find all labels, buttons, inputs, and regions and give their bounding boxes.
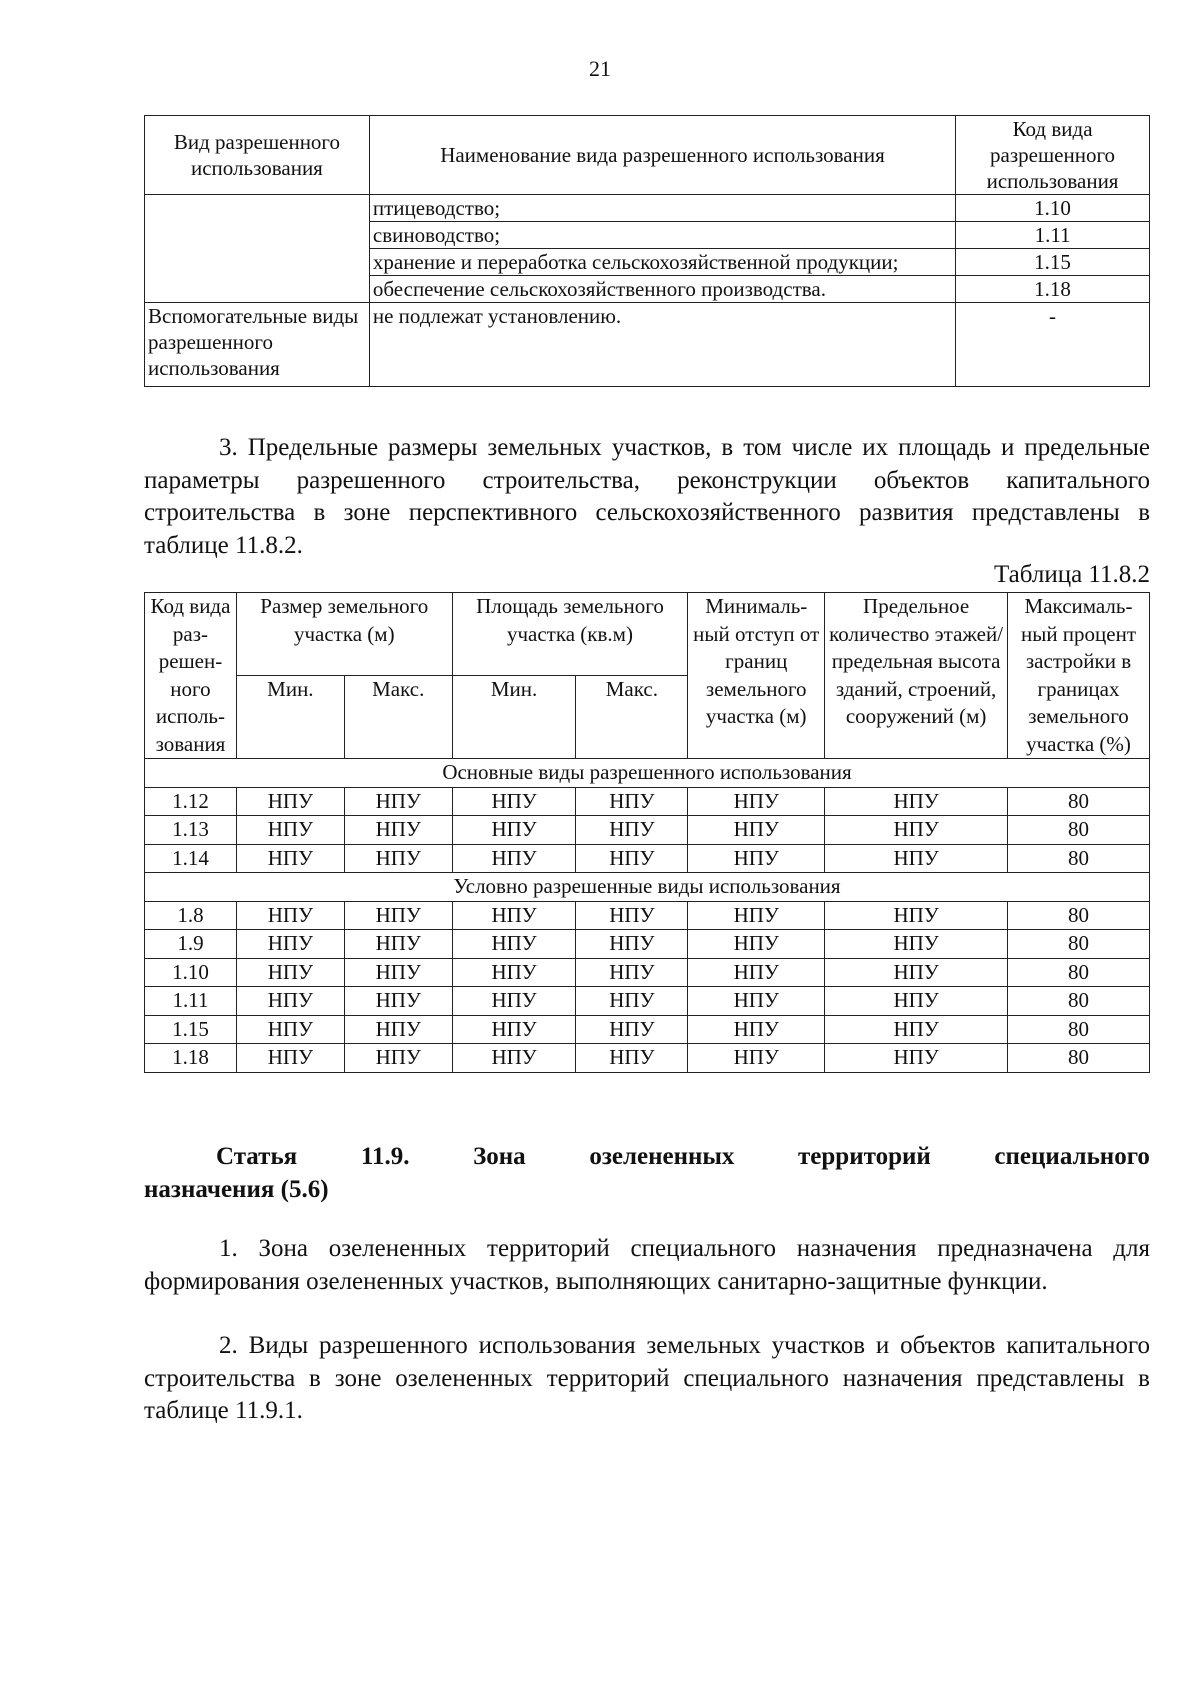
value-cell: НПУ xyxy=(688,1015,825,1044)
value-cell: НПУ xyxy=(236,930,344,959)
header-coverage: Максималь-ный процент застройки в границах земельного участка (%) xyxy=(1008,593,1150,759)
header-plot-size: Размер земельного участка (м) xyxy=(236,593,452,676)
table-row xyxy=(145,1015,1150,1044)
empty-type-cell xyxy=(145,195,370,303)
value-cell: НПУ xyxy=(576,844,688,873)
value-cell: НПУ xyxy=(452,987,576,1016)
value-cell: НПУ xyxy=(236,787,344,816)
value-cell: НПУ xyxy=(344,1015,452,1044)
value-cell: НПУ xyxy=(825,958,1008,987)
code-cell: 1.15 xyxy=(145,1015,237,1044)
code-cell: 1.10 xyxy=(145,958,237,987)
heading-word: Зона xyxy=(473,1143,526,1170)
value-cell: НПУ xyxy=(452,844,576,873)
value-cell: 80 xyxy=(1008,844,1150,873)
table-row xyxy=(145,195,1150,222)
plot-limits-table xyxy=(144,592,1150,1073)
value-cell: НПУ xyxy=(236,816,344,845)
value-cell: НПУ xyxy=(576,816,688,845)
section-main-title: Основные виды разрешенного использования xyxy=(145,759,1150,788)
use-code-cell: 1.11 xyxy=(956,222,1150,249)
section-conditional-title: Условно разрешенные виды использования xyxy=(145,873,1150,902)
value-cell: НПУ xyxy=(236,901,344,930)
value-cell: НПУ xyxy=(344,1044,452,1073)
use-code-cell: 1.15 xyxy=(956,249,1150,276)
article-heading xyxy=(144,1140,1150,1206)
value-cell: 80 xyxy=(1008,901,1150,930)
value-cell: НПУ xyxy=(825,816,1008,845)
header-use-name: Наименование вида разрешенного использования xyxy=(369,116,955,195)
use-code-cell: 1.10 xyxy=(956,195,1150,222)
value-cell: НПУ xyxy=(688,901,825,930)
table-caption: Таблица 11.8.2 xyxy=(994,561,1150,588)
header-size-min: Мин. xyxy=(236,676,344,759)
table-header-row xyxy=(145,593,1150,676)
table-row xyxy=(145,987,1150,1016)
code-cell: 1.18 xyxy=(145,1044,237,1073)
value-cell: НПУ xyxy=(576,987,688,1016)
permitted-use-table xyxy=(144,115,1150,387)
value-cell: НПУ xyxy=(344,987,452,1016)
value-cell: НПУ xyxy=(236,987,344,1016)
value-cell: НПУ xyxy=(688,816,825,845)
value-cell: 80 xyxy=(1008,787,1150,816)
paragraph-article-1: 1. Зона озелененных территорий специального назначения предназначена для формирования озелененных участков, выполняющих санитарно-защитные функции. xyxy=(144,1235,1150,1295)
value-cell: НПУ xyxy=(452,901,576,930)
auxiliary-code-cell: - xyxy=(956,303,1150,387)
code-cell: 1.14 xyxy=(145,844,237,873)
code-cell: 1.8 xyxy=(145,901,237,930)
header-plot-area: Площадь земельного участка (кв.м) xyxy=(452,593,688,676)
value-cell: НПУ xyxy=(825,844,1008,873)
value-cell: НПУ xyxy=(825,1015,1008,1044)
value-cell: НПУ xyxy=(576,787,688,816)
header-use-code: Код вида разрешенного использования xyxy=(956,116,1150,195)
paragraph-article-2: 2. Виды разрешенного использования земельных участков и объектов капитального строительства в зоне озелененных территорий специального назначения представлены в таблице 11.9.1. xyxy=(144,1332,1150,1424)
value-cell: НПУ xyxy=(452,930,576,959)
use-name-cell: обеспечение сельскохозяйственного производства. xyxy=(369,276,955,303)
header-size-max: Макс. xyxy=(344,676,452,759)
auxiliary-name-cell: не подлежат установлению. xyxy=(369,303,955,387)
value-cell: 80 xyxy=(1008,930,1150,959)
value-cell: НПУ xyxy=(688,844,825,873)
value-cell: 80 xyxy=(1008,816,1150,845)
use-name-cell: хранение и переработка сельскохозяйственной продукции; xyxy=(369,249,955,276)
article-heading-line1 xyxy=(144,1140,1150,1173)
value-cell: 80 xyxy=(1008,1044,1150,1073)
value-cell: НПУ xyxy=(452,787,576,816)
value-cell: НПУ xyxy=(825,1044,1008,1073)
table-row xyxy=(145,787,1150,816)
table-row xyxy=(145,1044,1150,1073)
paragraph-3: 3. Предельные размеры земельных участков, в том числе их площадь и предельные параметры разрешенного строительства, реконструкции объектов капитального строительства в зоне перспективного сельскохозяйственного развития представлены в таблице 11.8.2. xyxy=(144,434,1150,559)
table-row xyxy=(145,901,1150,930)
value-cell: НПУ xyxy=(452,958,576,987)
value-cell: НПУ xyxy=(688,987,825,1016)
value-cell: НПУ xyxy=(236,1015,344,1044)
auxiliary-type-cell: Вспомогательные виды разрешенного использования xyxy=(145,303,370,387)
value-cell: НПУ xyxy=(236,1044,344,1073)
value-cell: НПУ xyxy=(452,816,576,845)
table-row xyxy=(145,958,1150,987)
value-cell: НПУ xyxy=(344,844,452,873)
code-cell: 1.13 xyxy=(145,816,237,845)
header-area-min: Мин. xyxy=(452,676,576,759)
heading-word: территорий xyxy=(798,1143,931,1170)
header-floors: Предельное количество этажей/ предельная высота зданий, строений, сооружений (м) xyxy=(825,593,1008,759)
code-cell: 1.9 xyxy=(145,930,237,959)
heading-word: 11.9. xyxy=(360,1143,410,1170)
table-row xyxy=(145,816,1150,845)
value-cell: НПУ xyxy=(576,1044,688,1073)
section-row xyxy=(145,873,1150,902)
code-cell: 1.12 xyxy=(145,787,237,816)
value-cell: НПУ xyxy=(825,787,1008,816)
heading-word: озелененных xyxy=(589,1143,735,1170)
heading-word: Статья xyxy=(216,1143,298,1170)
value-cell: НПУ xyxy=(236,958,344,987)
header-setback: Минималь-ный отступ от границ земельного участка (м) xyxy=(688,593,825,759)
value-cell: НПУ xyxy=(344,901,452,930)
header-area-max: Макс. xyxy=(576,676,688,759)
table-header-row xyxy=(145,116,1150,195)
article-heading-line2: назначения (5.6) xyxy=(144,1176,329,1203)
value-cell: НПУ xyxy=(688,930,825,959)
value-cell: НПУ xyxy=(825,987,1008,1016)
use-name-cell: птицеводство; xyxy=(369,195,955,222)
value-cell: НПУ xyxy=(344,787,452,816)
value-cell: НПУ xyxy=(688,958,825,987)
value-cell: НПУ xyxy=(576,958,688,987)
header-use-type: Вид разрешенного использования xyxy=(145,116,370,195)
value-cell: НПУ xyxy=(344,816,452,845)
plot-limits-body xyxy=(145,759,1150,1073)
use-code-cell: 1.18 xyxy=(956,276,1150,303)
value-cell: НПУ xyxy=(344,930,452,959)
value-cell: НПУ xyxy=(344,958,452,987)
table-row-auxiliary xyxy=(145,303,1150,387)
value-cell: НПУ xyxy=(688,1044,825,1073)
value-cell: 80 xyxy=(1008,987,1150,1016)
value-cell: НПУ xyxy=(825,901,1008,930)
section-row xyxy=(145,759,1150,788)
value-cell: НПУ xyxy=(576,901,688,930)
heading-word: специального xyxy=(994,1143,1150,1170)
value-cell: НПУ xyxy=(576,930,688,959)
value-cell: НПУ xyxy=(452,1044,576,1073)
value-cell: 80 xyxy=(1008,1015,1150,1044)
table-row xyxy=(145,930,1150,959)
value-cell: НПУ xyxy=(236,844,344,873)
code-cell: 1.11 xyxy=(145,987,237,1016)
table-row xyxy=(145,844,1150,873)
value-cell: 80 xyxy=(1008,958,1150,987)
use-name-cell: свиноводство; xyxy=(369,222,955,249)
page-number: 21 xyxy=(589,56,611,81)
value-cell: НПУ xyxy=(688,787,825,816)
header-code: Код вида раз-решен-ного исполь-зования xyxy=(145,593,237,759)
value-cell: НПУ xyxy=(825,930,1008,959)
value-cell: НПУ xyxy=(452,1015,576,1044)
value-cell: НПУ xyxy=(576,1015,688,1044)
